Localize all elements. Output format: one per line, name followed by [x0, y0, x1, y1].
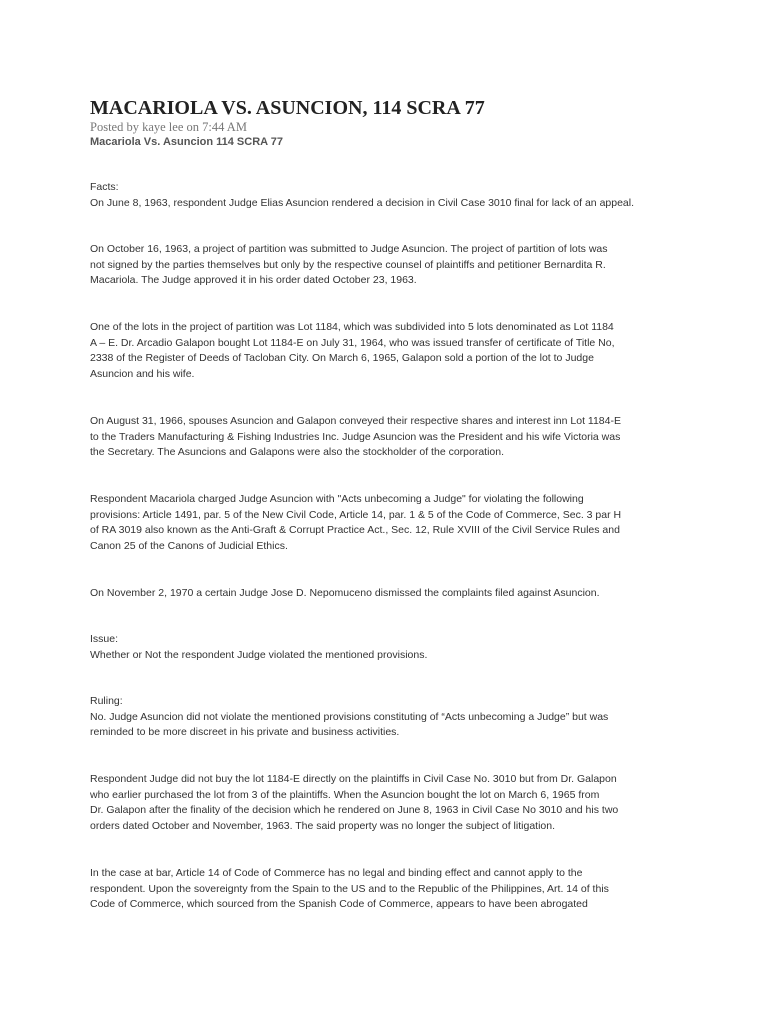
paragraph-line: Canon 25 of the Canons of Judicial Ethics.: [90, 539, 288, 552]
paragraph-line: who earlier purchased the lot from 3 of the plaintiffs. When the Asuncion bought the lot on March 6, 1965 from: [90, 788, 600, 801]
paragraph-line: Whether or Not the respondent Judge violated the mentioned provisions.: [90, 648, 428, 661]
post-title: MACARIOLA VS. ASUNCION, 114 SCRA 77: [90, 97, 485, 119]
blog-post: [90, 96, 690, 911]
issue-section: [90, 632, 690, 663]
paragraph-line: In the case at bar, Article 14 of Code of Commerce has no legal and binding effect and cannot apply to the: [90, 867, 583, 879]
facts-heading: Facts:: [90, 181, 119, 193]
ruling-heading: Ruling:: [90, 695, 123, 707]
paragraph-line: Asuncion and his wife.: [90, 367, 195, 380]
paragraph-line: 2338 of the Register of Deeds of Tacloban City. On March 6, 1965, Galapon sold a portion of the lot to Judge: [90, 352, 594, 365]
paragraph-partition: [90, 242, 690, 289]
paragraph-line: Macariola. The Judge approved it in his order dated October 23, 1963.: [90, 274, 417, 287]
paragraph-code-of-commerce: [90, 866, 690, 913]
paragraph-line: the Secretary. The Asuncions and Galapons were also the stockholder of the corporation.: [90, 446, 505, 459]
paragraph-line: Respondent Judge did not buy the lot 1184-E directly on the plaintiffs in Civil Case No. 3010 but from Dr. Galapon: [90, 773, 617, 785]
paragraph-line: to the Traders Manufacturing & Fishing Industries Inc. Judge Asuncion was the President and his wife Victoria was: [90, 430, 621, 443]
paragraph-line: Respondent Macariola charged Judge Asuncion with "Acts unbecoming a Judge" for violating the following: [90, 493, 584, 505]
paragraph-line: Code of Commerce, which sourced from the Spanish Code of Commerce, appears to have been abrogated: [90, 898, 588, 911]
post-byline: Posted by kaye lee on 7:44 AM: [90, 120, 247, 134]
facts-section: [90, 180, 690, 211]
paragraph-line: On October 16, 1963, a project of partition was submitted to Judge Asuncion. The project of partition of lots was: [90, 243, 608, 255]
paragraph-line: One of the lots in the project of partition was Lot 1184, which was subdivided into 5 lots denominated as Lot 1184: [90, 321, 614, 333]
paragraph-purchase: [90, 772, 690, 834]
paragraph-charges: [90, 492, 690, 554]
paragraph-line: of RA 3019 also known as the Anti-Graft & Corrupt Practice Act., Sec. 12, Rule XVIII of the Civil Service Rules and: [90, 524, 620, 537]
paragraph-line: A – E. Dr. Arcadio Galapon bought Lot 1184-E on July 31, 1964, who was issued transfer of certificate of Title No,: [90, 336, 615, 349]
ruling-section: [90, 694, 690, 741]
paragraph-line: No. Judge Asuncion did not violate the mentioned provisions constituting of “Acts unbecoming a Judge” but was: [90, 710, 609, 723]
paragraph-line: orders dated October and November, 1963. The said property was no longer the subject of litigation.: [90, 819, 555, 832]
post-subtitle: Macariola Vs. Asuncion 114 SCRA 77: [90, 136, 283, 148]
paragraph-line: Dr. Galapon after the finality of the decision which he rendered on June 8, 1963 in Civil Case No 3010 and his two: [90, 804, 619, 817]
paragraph-line: not signed by the parties themselves but only by the respective counsel of plaintiffs and petitioner Bernardita R.: [90, 258, 606, 271]
paragraph-line: On November 2, 1970 a certain Judge Jose D. Nepomuceno dismissed the complaints filed against Asuncion.: [90, 587, 600, 599]
paragraph-line: respondent. Upon the sovereignty from the Spain to the US and to the Republic of the Philippines, Art. 14 of this: [90, 882, 609, 895]
paragraph-dismissal: [90, 586, 690, 602]
paragraph-conveyance: [90, 414, 690, 461]
paragraph-lot-1184: [90, 320, 690, 382]
issue-heading: Issue:: [90, 633, 119, 645]
paragraph-line: reminded to be more discreet in his private and business activities.: [90, 726, 400, 739]
paragraph-line: On June 8, 1963, respondent Judge Elias Asuncion rendered a decision in Civil Case 3010 final for lack of an appeal.: [90, 196, 635, 209]
paragraph-line: On August 31, 1966, spouses Asuncion and Galapon conveyed their respective shares and interest inn Lot 1184-E: [90, 415, 621, 427]
paragraph-line: provisions: Article 1491, par. 5 of the New Civil Code, Article 14, par. 1 & 5 of the Code of Commerce, Sec. 3 par H: [90, 508, 622, 521]
